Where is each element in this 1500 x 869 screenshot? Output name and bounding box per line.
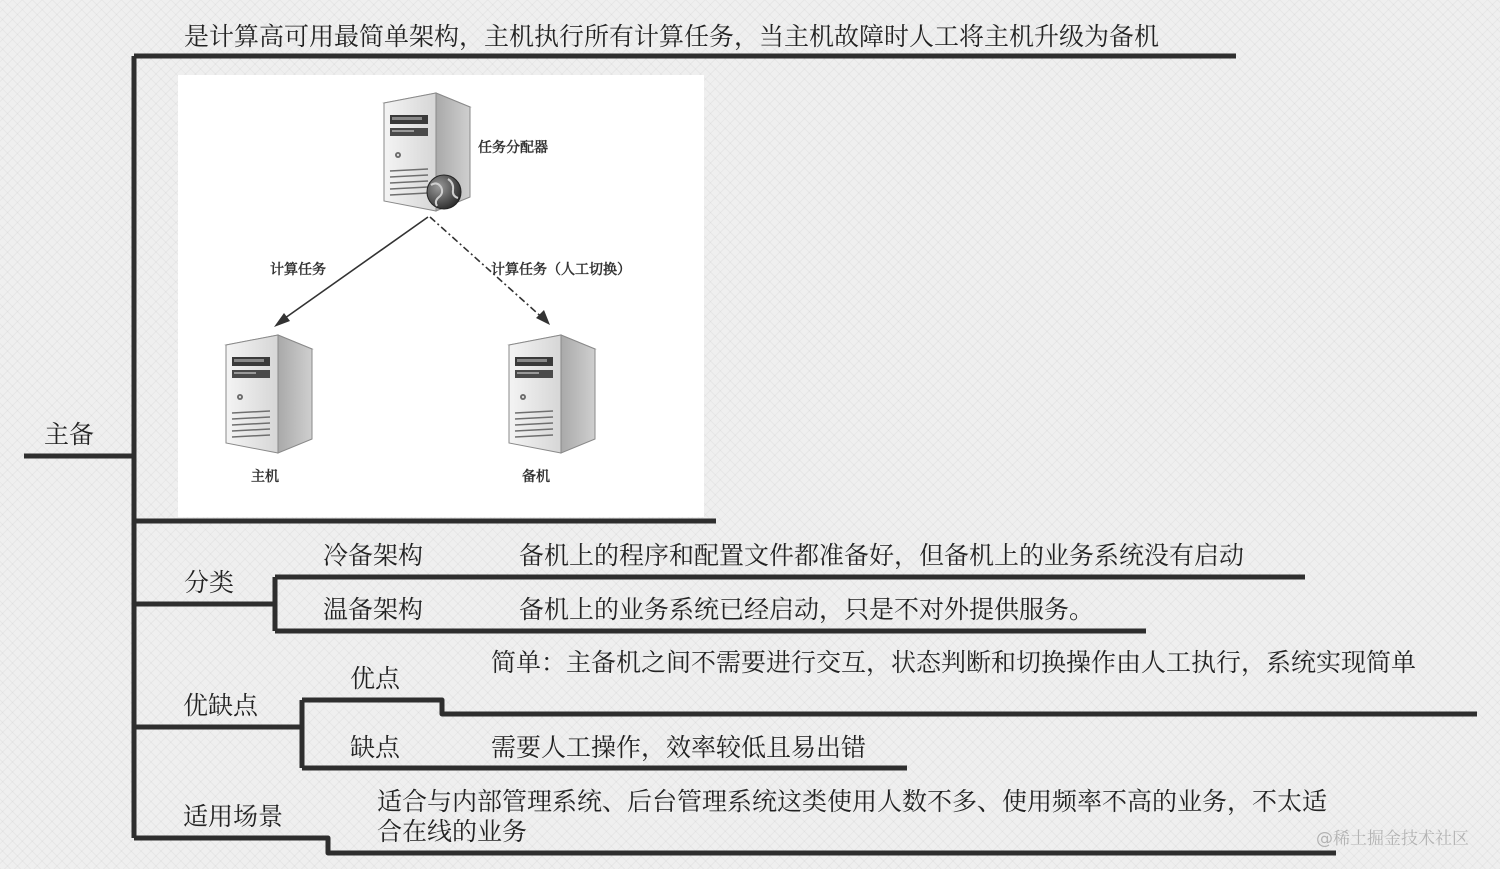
pros-cons-label: 优缺点: [183, 691, 259, 720]
pros-underline: [302, 700, 1477, 714]
cold-standby-name: 冷备架构: [323, 541, 424, 570]
cons-detail: 需要人工操作，效率较低且易出错: [491, 733, 867, 762]
architecture-figure: [178, 75, 704, 517]
left-arrow-label: 计算任务: [270, 262, 326, 278]
root-label: 主备: [44, 420, 95, 449]
right-arrow-label: 计算任务（人工切换）: [491, 262, 631, 278]
dispatcher-label: 任务分配器: [478, 140, 548, 156]
description-text: 是计算高可用最简单架构，主机执行所有计算任务，当主机故障时人工将主机升级为备机: [184, 22, 1160, 51]
pros-detail: 简单：主备机之间不需要进行交互，状态判断和切换操作由人工执行，系统实现简单: [491, 648, 1417, 677]
scenarios-detail: 适合与内部管理系统、后台管理系统这类使用人数不多、使用频率不高的业务，不太适合在线的业务: [377, 787, 1328, 846]
watermark: @稀土掘金技术社区: [1316, 829, 1469, 849]
backup-server-icon: [509, 335, 595, 453]
cold-standby-detail: 备机上的程序和配置文件都准备好，但备机上的业务系统没有启动: [519, 541, 1245, 570]
warm-standby-name: 温备架构: [323, 595, 424, 624]
pros-name: 优点: [350, 664, 401, 693]
warm-standby-detail: 备机上的业务系统已经启动，只是不对外提供服务。: [519, 595, 1095, 624]
primary-label: 主机: [251, 469, 279, 485]
dispatcher-server-icon: [384, 93, 470, 211]
primary-server-icon: [226, 335, 312, 453]
scenarios-label: 适用场景: [183, 802, 284, 831]
cons-name: 缺点: [350, 733, 401, 762]
backup-label: 备机: [522, 469, 550, 485]
globe-icon: [427, 175, 461, 209]
classification-label: 分类: [184, 568, 235, 597]
